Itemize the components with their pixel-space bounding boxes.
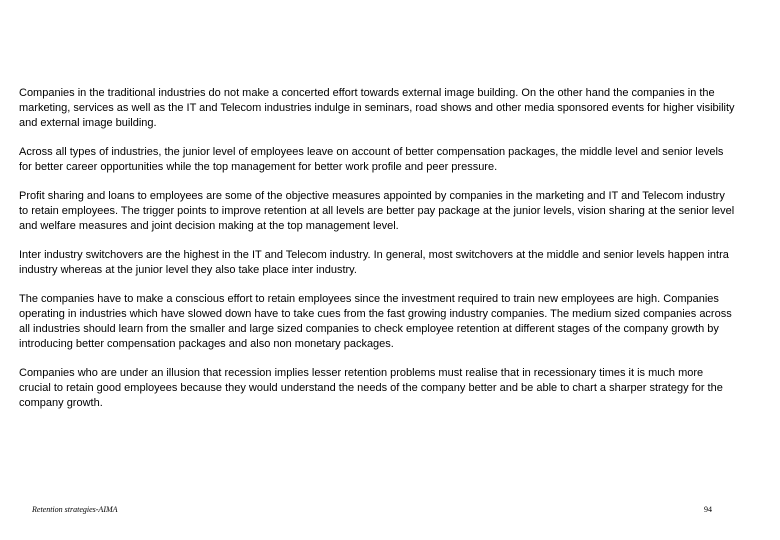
paragraph-3: Profit sharing and loans to employees are some of the objective measures appointed by companies in the marketing and IT and Telecom industry to retain employees. The trigger points to improve retention at all levels are better pay package at the junior levels, vision sharing at the senior level and welfare measures and joint decision making at the top management level. bbox=[19, 190, 735, 232]
footer-title: Retention strategies-AIMA bbox=[32, 505, 118, 514]
paragraph-4: Inter industry switchovers are the highest in the IT and Telecom industry. In general, most switchovers at the middle and senior levels happen intra industry whereas at the junior level they also take place inter industry. bbox=[19, 249, 729, 276]
document-body bbox=[19, 86, 735, 425]
paragraph-5: The companies have to make a conscious effort to retain employees since the investment required to train new employees are high. Companies operating in industries which have slowed down have to take cues from the fast growing industry companies. The medium sized companies across all industries should learn from the smaller and large sized companies to check employee retention at different stages of the company growth by introducing better compensation packages and also non monetary packages. bbox=[19, 293, 732, 350]
paragraph-6: Companies who are under an illusion that recession implies lesser retention problems must realise that in recessionary times it is much more crucial to retain good employees because they would understand the needs of the company better and be able to chart a sharper strategy for the company growth. bbox=[19, 367, 723, 409]
page-number: 94 bbox=[704, 505, 712, 514]
paragraph-2: Across all types of industries, the junior level of employees leave on account of better compensation packages, the middle level and senior levels for better career opportunities while the top management for better work profile and peer pressure. bbox=[19, 146, 724, 173]
paragraph-1: Companies in the traditional industries do not make a concerted effort towards external image building. On the other hand the companies in the marketing, services as well as the IT and Telecom industries indulge in seminars, road shows and other media sponsored events for higher visibility and external image building. bbox=[19, 87, 735, 129]
